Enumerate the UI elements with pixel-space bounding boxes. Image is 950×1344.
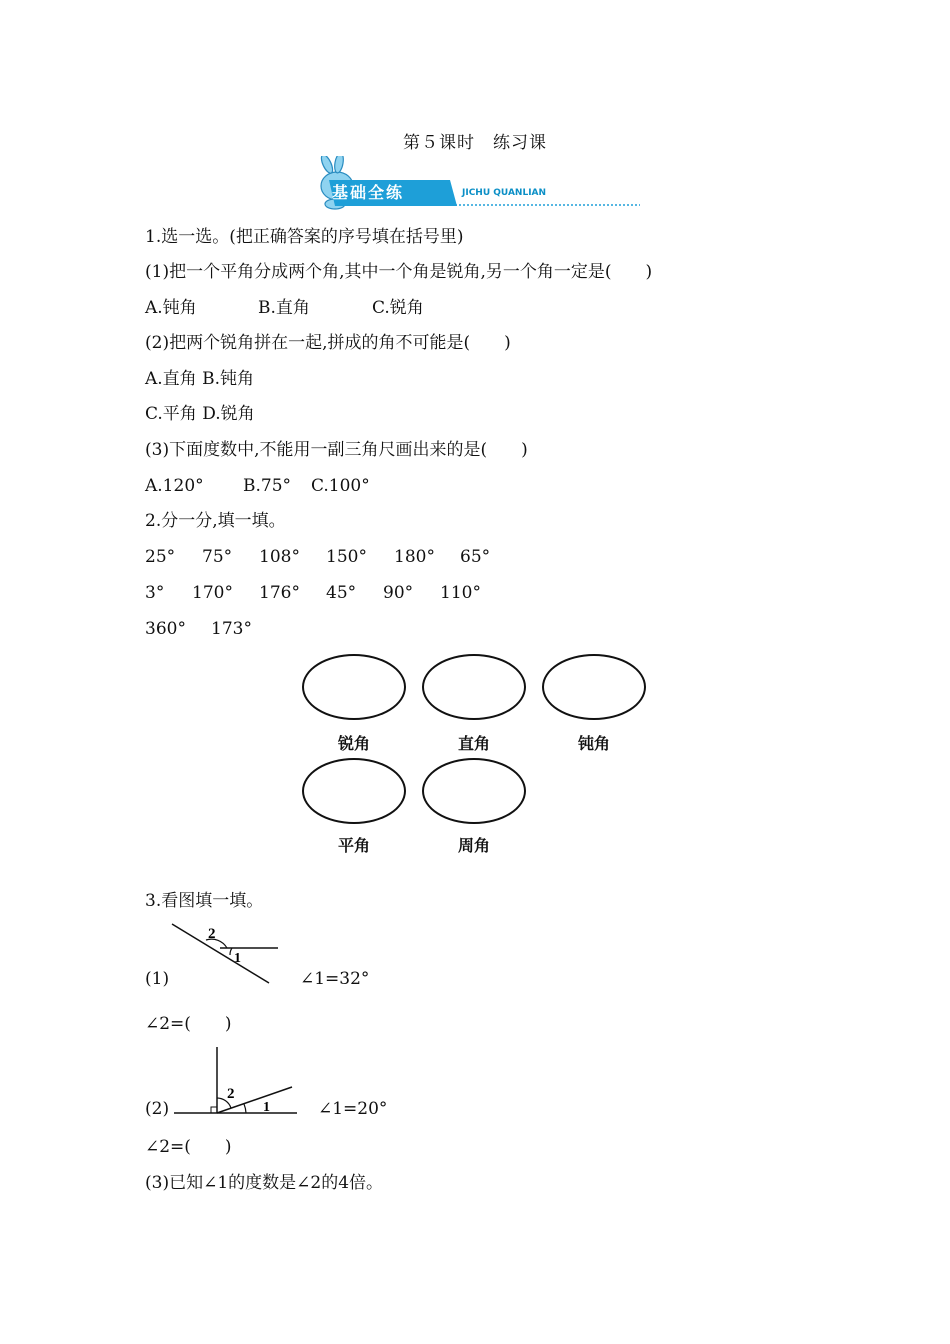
option-b: B.75° [243, 476, 292, 496]
angle-value: 110° [440, 583, 481, 603]
angle-value: 108° [259, 547, 300, 567]
q3-part3: (3)已知∠1的度数是∠2的4倍。 [145, 1173, 384, 1193]
q3-figure-1 [170, 920, 282, 988]
angle-value: 65° [460, 547, 491, 567]
angle-value: 180° [394, 547, 435, 567]
q3-part2-answer: ∠2=( ) [145, 1137, 232, 1157]
angle-1-label: 1 [263, 1100, 270, 1115]
oval-label-straight: 平角 [337, 836, 370, 855]
option-c: C.100° [311, 476, 370, 496]
angle-1-label: 1 [234, 951, 241, 966]
angle-2-label: 2 [227, 1086, 235, 1102]
option-a: A.钝角 [145, 298, 197, 318]
banner-subtitle: JICHU QUANLIAN [462, 188, 547, 198]
angle-value: 173° [211, 619, 252, 639]
q3-part2-given: ∠1=20° [318, 1099, 388, 1119]
q1-part2-options-row2: C.平角 D.锐角 [145, 404, 255, 424]
oval-acute [302, 654, 406, 720]
oval-label-full: 周角 [457, 836, 490, 855]
q1-part2: (2)把两个锐角拼在一起,拼成的角不可能是( ) [145, 333, 511, 353]
q2-heading: 2.分一分,填一填。 [145, 511, 286, 531]
q3-part2-label: (2) [145, 1099, 170, 1119]
angle-2-label: 2 [208, 926, 216, 942]
q3-part1-label: (1) [145, 969, 170, 989]
oval-straight [302, 758, 406, 824]
q3-part1-given: ∠1=32° [300, 969, 370, 989]
angle-value: 176° [259, 583, 300, 603]
angle-value: 170° [192, 583, 233, 603]
page-title: 第５课时 练习课 [403, 133, 547, 153]
q1-heading: 1.选一选。(把正确答案的序号填在括号里) [145, 227, 464, 247]
oval-right [422, 654, 526, 720]
oval-obtuse [542, 654, 646, 720]
angle-value: 360° [145, 619, 186, 639]
q1-part3: (3)下面度数中,不能用一副三角尺画出来的是( ) [145, 440, 528, 460]
angle-value: 3° [145, 583, 165, 603]
option-a: A.120° [145, 476, 204, 496]
oval-full [422, 758, 526, 824]
q1-part2-options-row1: A.直角 B.钝角 [145, 369, 254, 389]
oval-label-right: 直角 [457, 734, 490, 753]
banner-label: 基础全练 [332, 183, 405, 202]
q3-part1-answer: ∠2=( ) [145, 1014, 232, 1034]
angle-value: 25° [145, 547, 176, 567]
option-c: C.锐角 [372, 298, 424, 318]
oval-label-obtuse: 钝角 [577, 734, 610, 753]
option-b: B.直角 [258, 298, 310, 318]
q1-part1: (1)把一个平角分成两个角,其中一个角是锐角,另一个角一定是( ) [145, 262, 653, 282]
angle-value: 90° [383, 583, 414, 603]
q3-heading: 3.看图填一填。 [145, 891, 264, 911]
q3-figure-2 [170, 1045, 300, 1117]
angle-value: 75° [202, 547, 233, 567]
angle-value: 150° [326, 547, 367, 567]
angle-value: 45° [326, 583, 357, 603]
oval-label-acute: 锐角 [337, 734, 370, 753]
